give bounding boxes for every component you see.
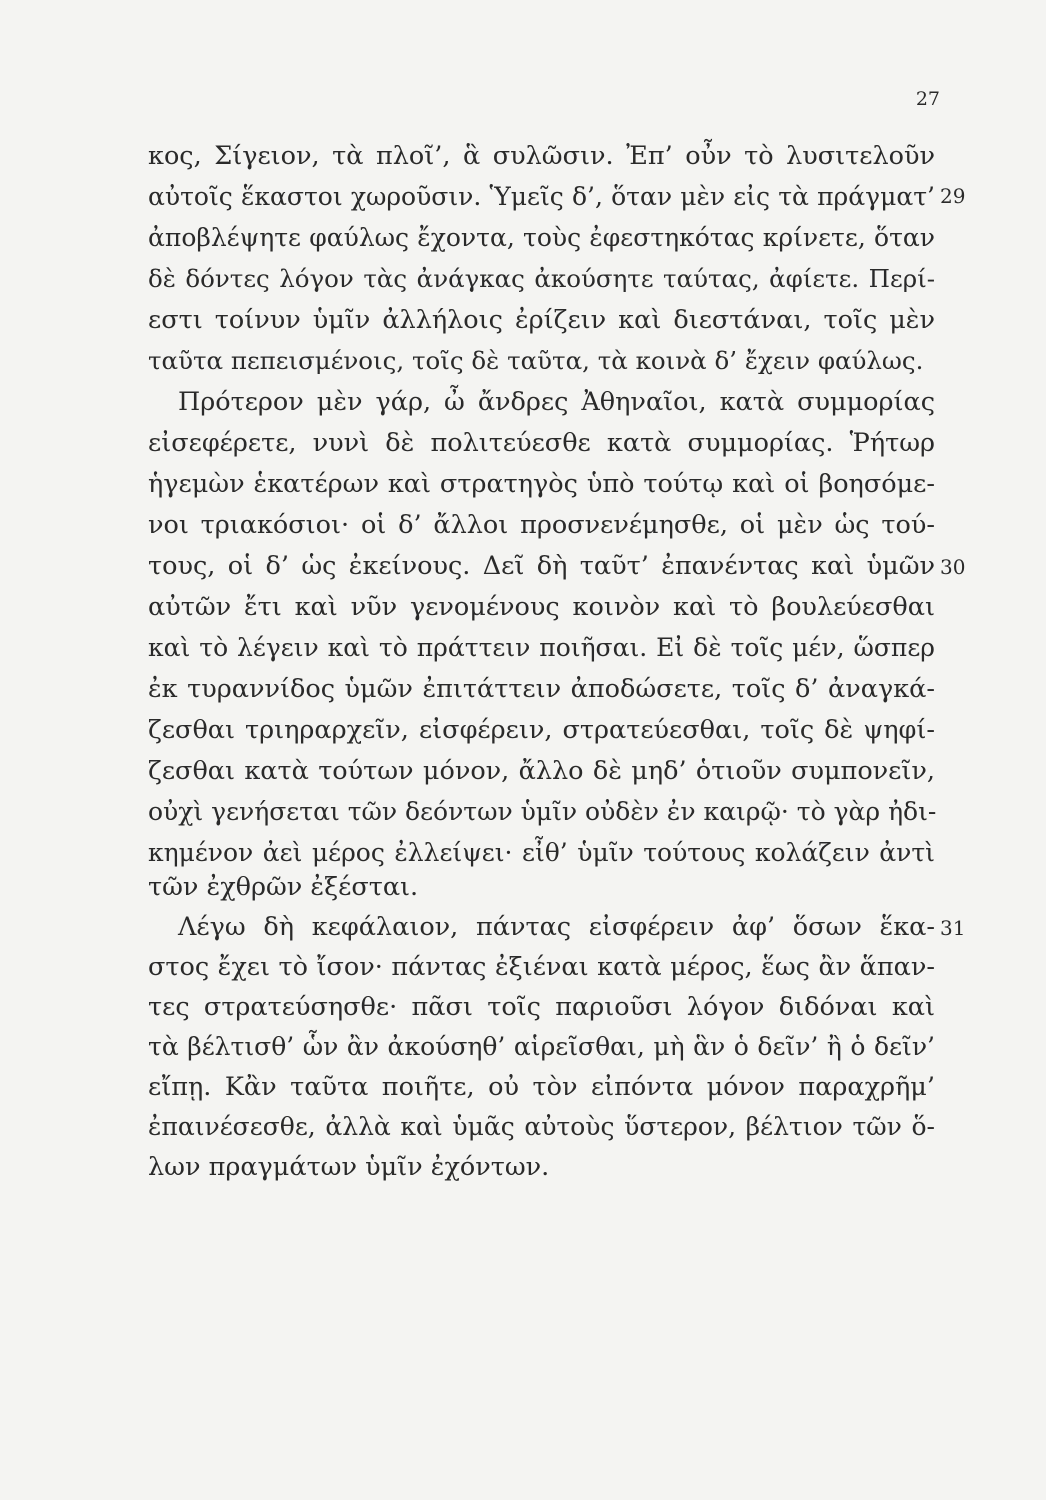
text-line: τους, οἱ δ’ ὡς ἐκείνους. Δεῖ δὴ ταῦτ’ ἐπανέντας καὶ ὑμῶν xyxy=(148,551,935,581)
text-line: εἰσεφέρετε, νυνὶ δὲ πολιτεύεσθε κατὰ συμμορίας. Ῥήτωρ xyxy=(148,428,935,458)
text-line: λων πραγμάτων ὑμῖν ἐχόντων. xyxy=(148,1152,550,1182)
section-number-31: 31 xyxy=(940,916,966,940)
text-line: καὶ τὸ λέγειν καὶ τὸ πράττειν ποιῆσαι. Εἰ δὲ τοῖς μέν, ὥσπερ xyxy=(148,633,935,662)
text-line: ἀποβλέψητε φαύλως ἔχοντα, τοὺς ἐφεστηκότας κρίνετε, ὅταν xyxy=(148,223,935,252)
text-line: τες στρατεύσησθε· πᾶσι τοῖς παριοῦσι λόγον διδόναι καὶ xyxy=(148,992,935,1022)
text-line: στος ἔχει τὸ ἴσον· πάντας ἐξιέναι κατὰ μέρος, ἕως ἂν ἅπαν- xyxy=(148,952,935,982)
text-line: τῶν ἐχθρῶν ἐξέσται. xyxy=(148,872,419,902)
text-line: αὐτῶν ἔτι καὶ νῦν γενομένους κοινὸν καὶ τὸ βουλεύεσθαι xyxy=(148,592,935,622)
text-line: κημένον ἀεὶ μέρος ἐλλείψει· εἶθ’ ὑμῖν τούτους κολάζειν ἀντὶ xyxy=(148,838,935,867)
text-line: τὰ βέλτισθ’ ὧν ἂν ἀκούσηθ’ αἱρεῖσθαι, μὴ ἃν ὁ δεῖν’ ἢ ὁ δεῖν’ xyxy=(148,1032,935,1061)
text-line: κος, Σίγειον, τὰ πλοῖ’, ἃ συλῶσιν. Ἐπ’ οὖν τὸ λυσιτελοῦν xyxy=(148,141,935,171)
text-line: ἐπαινέσεσθε, ἀλλὰ καὶ ὑμᾶς αὐτοὺς ὕστερον, βέλτιον τῶν ὅ- xyxy=(148,1112,935,1141)
text-line: ζεσθαι τριηραρχεῖν, εἰσφέρειν, στρατεύεσθαι, τοῖς δὲ ψηφί- xyxy=(148,715,935,745)
text-line: νοι τριακόσιοι· οἱ δ’ ἄλλοι προσνενέμησθε, οἱ μὲν ὡς τού- xyxy=(148,510,935,540)
text-line: εστι τοίνυν ὑμῖν ἀλλήλοις ἐρίζειν καὶ διεστάναι, τοῖς μὲν xyxy=(148,305,935,335)
text-line: δὲ δόντες λόγον τὰς ἀνάγκας ἀκούσητε ταύτας, ἀφίετε. Περί- xyxy=(148,264,935,293)
text-line: εἴπῃ. Κἂν ταῦτα ποιῆτε, οὐ τὸν εἰπόντα μόνον παραχρῆμ’ xyxy=(148,1072,935,1102)
text-line: Λέγω δὴ κεφάλαιον, πάντας εἰσφέρειν ἀφ’ ὅσων ἕκα- xyxy=(178,912,935,942)
text-line: ζεσθαι κατὰ τούτων μόνον, ἄλλο δὲ μηδ’ ὁτιοῦν συμπονεῖν, xyxy=(148,756,935,786)
text-line: ἡγεμὼν ἑκατέρων καὶ στρατηγὸς ὑπὸ τούτῳ καὶ οἱ βοησόμε- xyxy=(148,469,935,499)
text-line: οὐχὶ γενήσεται τῶν δεόντων ὑμῖν οὐδὲν ἐν καιρῷ· τὸ γὰρ ἠδι- xyxy=(148,797,937,826)
page-number: 27 xyxy=(915,88,940,110)
section-number-30: 30 xyxy=(940,555,966,579)
text-line: Πρότερον μὲν γάρ, ὦ ἄνδρες Ἀθηναῖοι, κατὰ συμμορίας xyxy=(178,387,935,417)
section-number-29: 29 xyxy=(940,184,966,208)
text-line: ταῦτα πεπεισμένοις, τοῖς δὲ ταῦτα, τὰ κοινὰ δ’ ἔχειν φαύλως. xyxy=(148,346,924,375)
text-line: ἐκ τυραννίδος ὑμῶν ἐπιτάττειν ἀποδώσετε, τοῖς δ’ ἀναγκά- xyxy=(148,674,935,704)
text-line: αὐτοῖς ἕκαστοι χωροῦσιν. Ὑμεῖς δ’, ὅταν μὲν εἰς τὰ πράγματ’ xyxy=(148,182,935,211)
